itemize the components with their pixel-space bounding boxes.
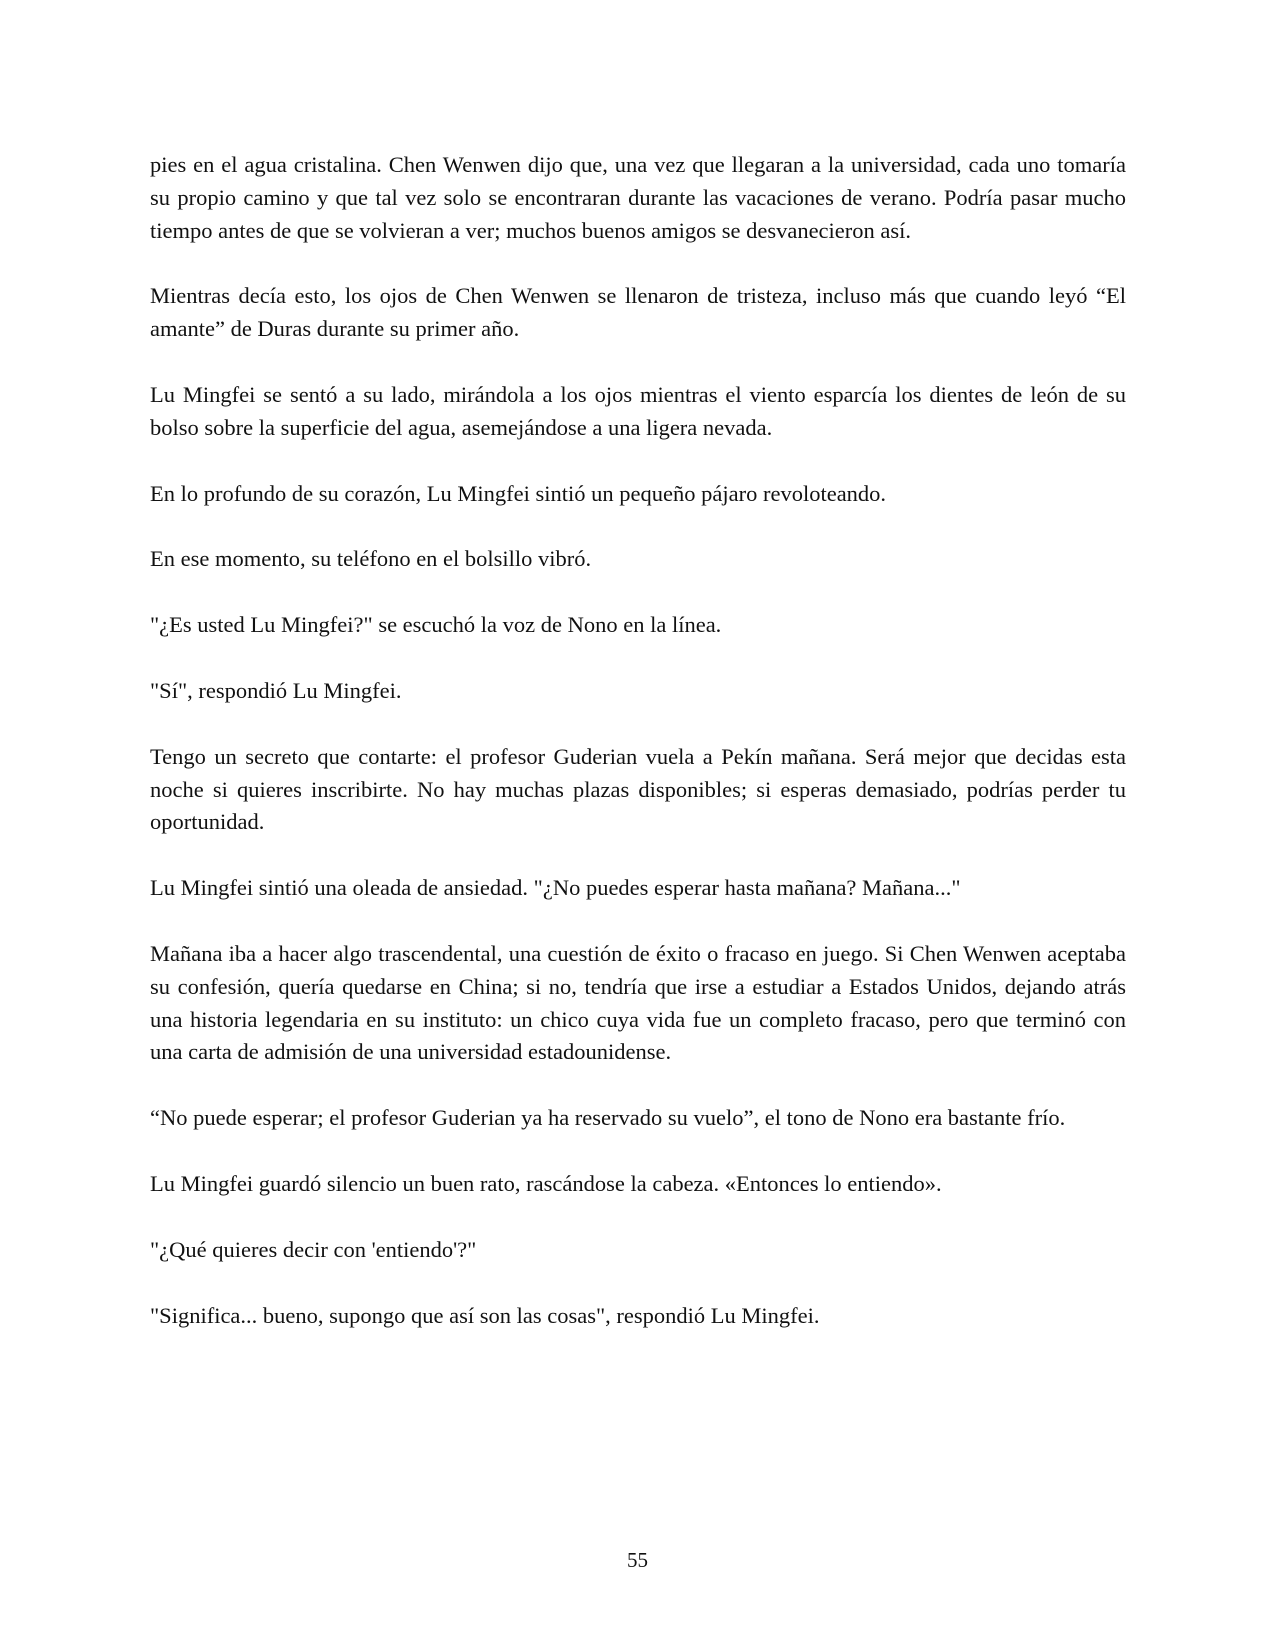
page-number: 55: [627, 1548, 648, 1572]
page-body: [150, 149, 1126, 1365]
paragraph-13: "¿Qué quieres decir con 'entiendo'?": [150, 1236, 477, 1262]
paragraph-1: pies en el agua cristalina. Chen Wenwen dijo que, una vez que llegaran a la universidad, cada uno tomaría su propio camino y que tal vez solo se encontraran durante las vacaciones de verano. Podría pasar mucho tiempo antes de que se volvieran a ver; muchos buenos amigos se desvanecieron así.: [150, 152, 1126, 243]
paragraph-14: "Significa... bueno, supongo que así son las cosas", respondió Lu Mingfei.: [150, 1302, 820, 1328]
paragraph-3: Lu Mingfei se sentó a su lado, mirándola a los ojos mientras el viento esparcía los dientes de león de su bolso sobre la superficie del agua, asemejándose a una ligera nevada.: [150, 381, 1126, 440]
paragraph-5: En ese momento, su teléfono en el bolsillo vibró.: [150, 546, 592, 572]
paragraph-2: Mientras decía esto, los ojos de Chen Wenwen se llenaron de tristeza, incluso más que cuando leyó “El amante” de Duras durante su primer año.: [150, 283, 1126, 342]
paragraph-10: Mañana iba a hacer algo trascendental, una cuestión de éxito o fracaso en juego. Si Chen Wenwen aceptaba su confesión, quería quedarse en China; si no, tendría que irse a estudiar a Estados Unidos, dejando atrás una historia legendaria en su instituto: un chico cuya vida fue un completo fracaso, pero que terminó con una carta de admisión de una universidad estadounidense.: [150, 940, 1126, 1065]
paragraph-11: “No puede esperar; el profesor Guderian ya ha reservado su vuelo”, el tono de Nono era bastante frío.: [150, 1105, 1066, 1131]
paragraph-4: En lo profundo de su corazón, Lu Mingfei sintió un pequeño pájaro revoloteando.: [150, 480, 887, 506]
paragraph-9: Lu Mingfei sintió una oleada de ansiedad. "¿No puedes esperar hasta mañana? Mañana...": [150, 875, 961, 901]
paragraph-6: "¿Es usted Lu Mingfei?" se escuchó la voz de Nono en la línea.: [150, 612, 722, 638]
paragraph-8: Tengo un secreto que contarte: el profesor Guderian vuela a Pekín mañana. Será mejor que decidas esta noche si quieres inscribirte. No hay muchas plazas disponibles; si esperas demasiado, podrías perder tu oportunidad.: [150, 743, 1126, 835]
paragraph-7: "Sí", respondió Lu Mingfei.: [150, 677, 402, 703]
paragraph-12: Lu Mingfei guardó silencio un buen rato, rascándose la cabeza. «Entonces lo entiendo».: [150, 1170, 942, 1196]
